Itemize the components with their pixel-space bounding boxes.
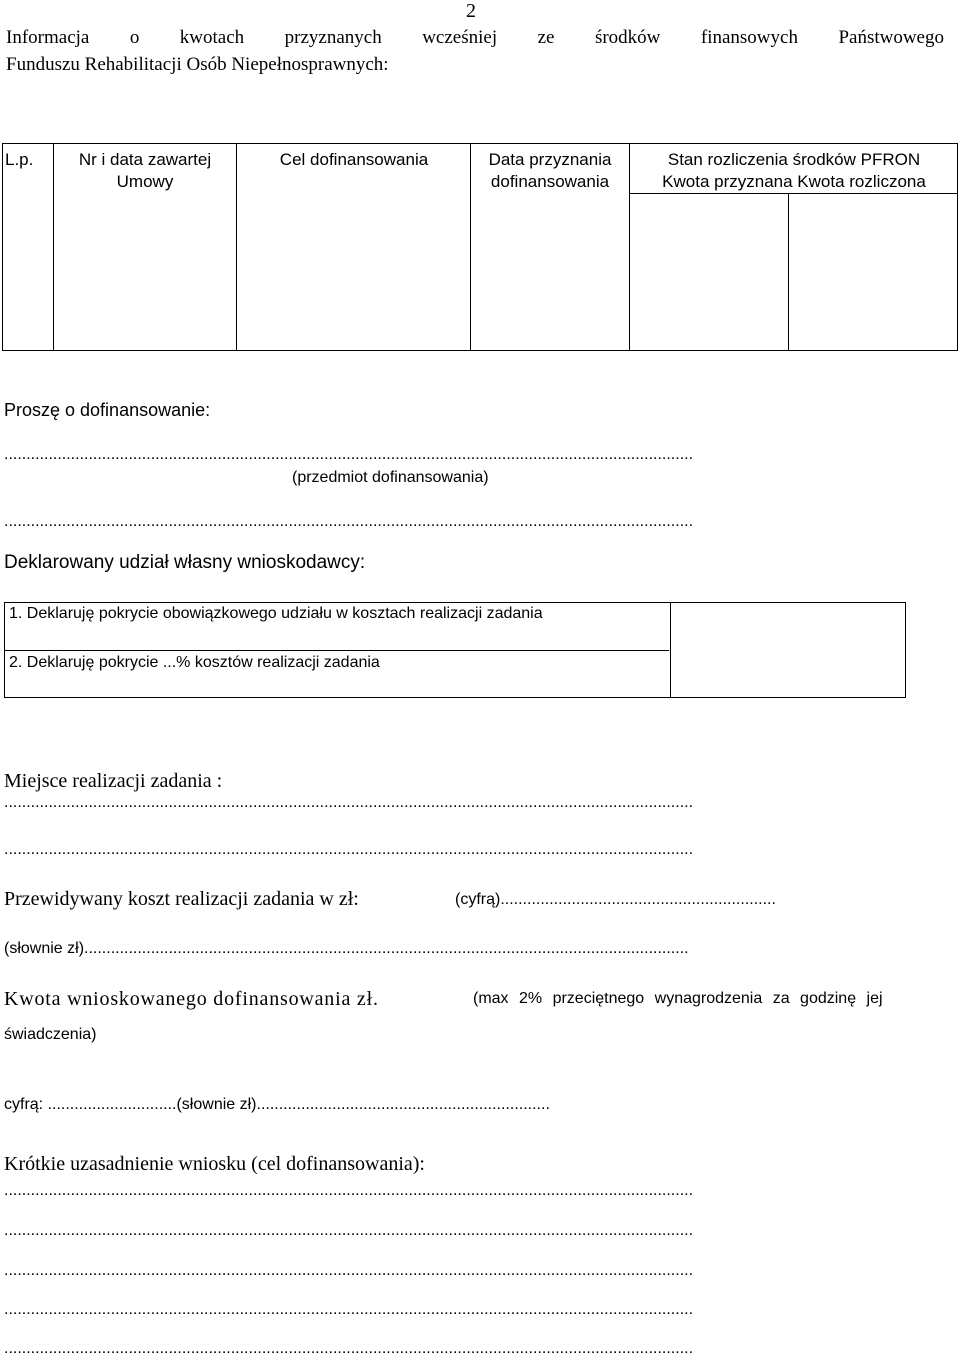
previous-funding-table [2, 143, 958, 351]
uzasadnienie-dots-3[interactable]: ........................................................................................................................................................... [4, 1262, 694, 1279]
kwota-line[interactable]: cyfrą: .............................(słownie zł).................................................................. [4, 1096, 550, 1113]
col-lp-header: L.p. [5, 150, 34, 169]
table-divider [53, 144, 54, 350]
kwota-label: Kwota wnioskowanego dofinansowania zł. [4, 988, 379, 1010]
col-data-line-2: dofinansowania [490, 172, 610, 191]
uzasadnienie-dots-2[interactable]: ........................................................................................................................................................... [4, 1222, 694, 1239]
table-divider [670, 603, 671, 697]
col-umowa-line-1: Nr i data zawartej [78, 150, 212, 169]
declaration-row-1: 1. Deklaruję pokrycie obowiązkowego udziału w kosztach realizacji zadania [9, 605, 543, 622]
miejsce-label: Miejsce realizacji zadania : [4, 770, 223, 792]
prosze-label: Proszę o dofinansowanie: [4, 400, 211, 420]
kwota-note: (max 2% przeciętnego wynagrodzenia za godzinę jej [473, 990, 883, 1007]
col-stan-header [630, 149, 958, 193]
table-divider [236, 144, 237, 350]
col-data-header [471, 149, 629, 193]
col-data-line-1: Data przyznania [488, 150, 612, 169]
col-stan-line: Stan rozliczenia środków PFRON [667, 150, 921, 169]
page-number: 2 [466, 0, 476, 22]
uzasadnienie-dots-4[interactable]: ........................................................................................................................................................... [4, 1301, 694, 1318]
col-kwoty-line: Kwota przyznana Kwota rozliczona [662, 172, 926, 191]
prosze-hint: (przedmiot dofinansowania) [292, 469, 489, 486]
table-divider [788, 193, 789, 350]
col-umowa-line-2: Umowy [116, 172, 174, 191]
uzasadnienie-dots-5[interactable]: ........................................................................................................................................................... [4, 1340, 694, 1357]
intro-heading [6, 24, 944, 78]
table-divider [5, 650, 669, 651]
prosze-dots-1[interactable]: ........................................................................................................................................................... [4, 446, 694, 463]
declaration-row-2: 2. Deklaruję pokrycie ...% kosztów realizacji zadania [9, 654, 380, 671]
prosze-dots-2[interactable]: ........................................................................................................................................................... [4, 513, 694, 530]
col-cel-header: Cel dofinansowania [279, 150, 429, 169]
kwota-note-2: świadczenia) [4, 1026, 97, 1043]
udzial-label: Deklarowany udział własny wnioskodawcy: [4, 552, 366, 573]
table-divider [629, 193, 957, 194]
intro-line-2: Funduszu Rehabilitacji Osób Niepełnosprawnych: [6, 54, 389, 75]
koszt-slownie[interactable]: (słownie zł)........................................................................................................................................ [4, 940, 689, 957]
col-umowa-header [55, 149, 235, 193]
miejsce-dots-1[interactable]: ........................................................................................................................................................... [4, 794, 694, 811]
declaration-table [4, 602, 906, 698]
koszt-label: Przewidywany koszt realizacji zadania w zł: [4, 888, 359, 910]
uzasadnienie-label: Krótkie uzasadnienie wniosku (cel dofinansowania): [4, 1153, 425, 1175]
declaration-value-cell[interactable] [672, 603, 905, 697]
uzasadnienie-dots-1[interactable]: ........................................................................................................................................................... [4, 1182, 694, 1199]
koszt-cyfra[interactable]: (cyfrą).............................................................. [455, 891, 776, 908]
miejsce-dots-2[interactable]: ........................................................................................................................................................... [4, 841, 694, 858]
intro-line-1: Informacja o kwotach przyznanych wcześniej ze środków finansowych Państwowego [6, 27, 944, 48]
